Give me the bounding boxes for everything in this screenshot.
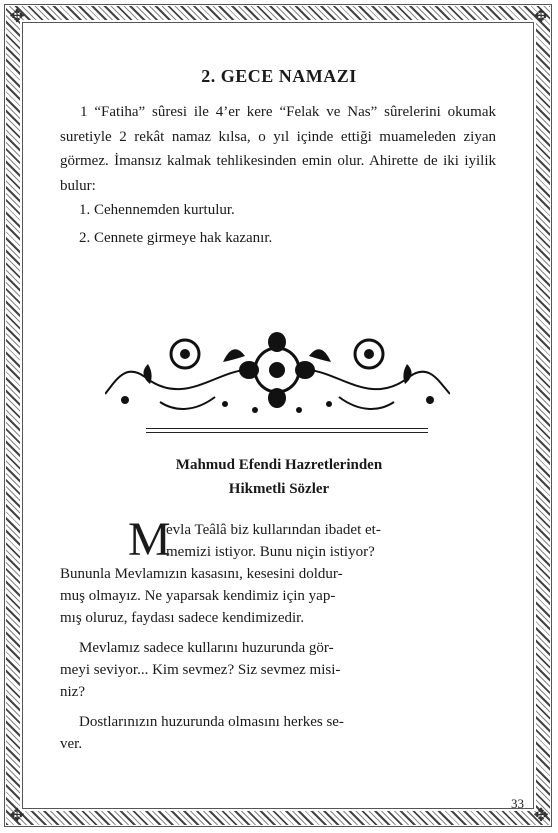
- page-number: 33: [511, 796, 524, 811]
- paragraph-line: Dostlarınızın huzurunda olmasını herkes se-: [79, 714, 344, 730]
- paragraph-line: Mevlamız sadece kullarını huzurunda gör-: [79, 640, 334, 656]
- paragraph-line: meyi seviyor... Kim sevmez? Siz sevmez misi-: [60, 662, 341, 678]
- corner-ornament-top-right: ✥: [533, 6, 549, 27]
- subheading-line: Hikmetli Sözler: [228, 481, 330, 497]
- paragraph-line: niz?: [60, 684, 85, 700]
- divider-rule: [146, 428, 428, 429]
- paragraph-line: Bununla Mevlamızın kasasını, kesesini doldur-: [60, 566, 343, 582]
- list-item: 2. Cennete girmeye hak kazanır.: [79, 230, 273, 246]
- paragraph-line: mış oluruz, faydası sadece kendimizedir.: [60, 610, 305, 626]
- paragraph-line: evla Teâlâ biz kullarından ibadet et-: [166, 522, 381, 538]
- drop-cap: M: [128, 513, 171, 566]
- corner-ornament-bottom-right: ✥: [533, 805, 549, 826]
- subheading-line: Mahmud Efendi Hazretlerinden: [175, 457, 383, 473]
- corner-ornament-top-left: ✥: [9, 6, 25, 27]
- section-title: 2. GECE NAMAZI: [201, 66, 357, 86]
- list-item: 1. Cehennemden kurtulur.: [79, 202, 235, 218]
- intro-paragraph: 1 “Fatiha” sûresi ile 4’er kere “Felak ve Nas” sûrelerini okumak suretiyle 2 rekât namaz kılsa, o yıl içinde ettiği muameleden ziyan görmez. İmansız kalmak tehlikesinden emin olur. Ahirette de iki iyilik bulur:: [60, 104, 496, 194]
- divider-rule: [146, 432, 428, 433]
- corner-ornament-bottom-left: ✥: [9, 805, 25, 826]
- paragraph-line: muş olmayız. Ne yaparsak kendimiz için yap-: [60, 588, 336, 604]
- paragraph-line: memizi istiyor. Bunu niçin istiyor?: [166, 544, 375, 560]
- paragraph-line: ver.: [60, 736, 83, 752]
- floral-ornament: [105, 322, 450, 417]
